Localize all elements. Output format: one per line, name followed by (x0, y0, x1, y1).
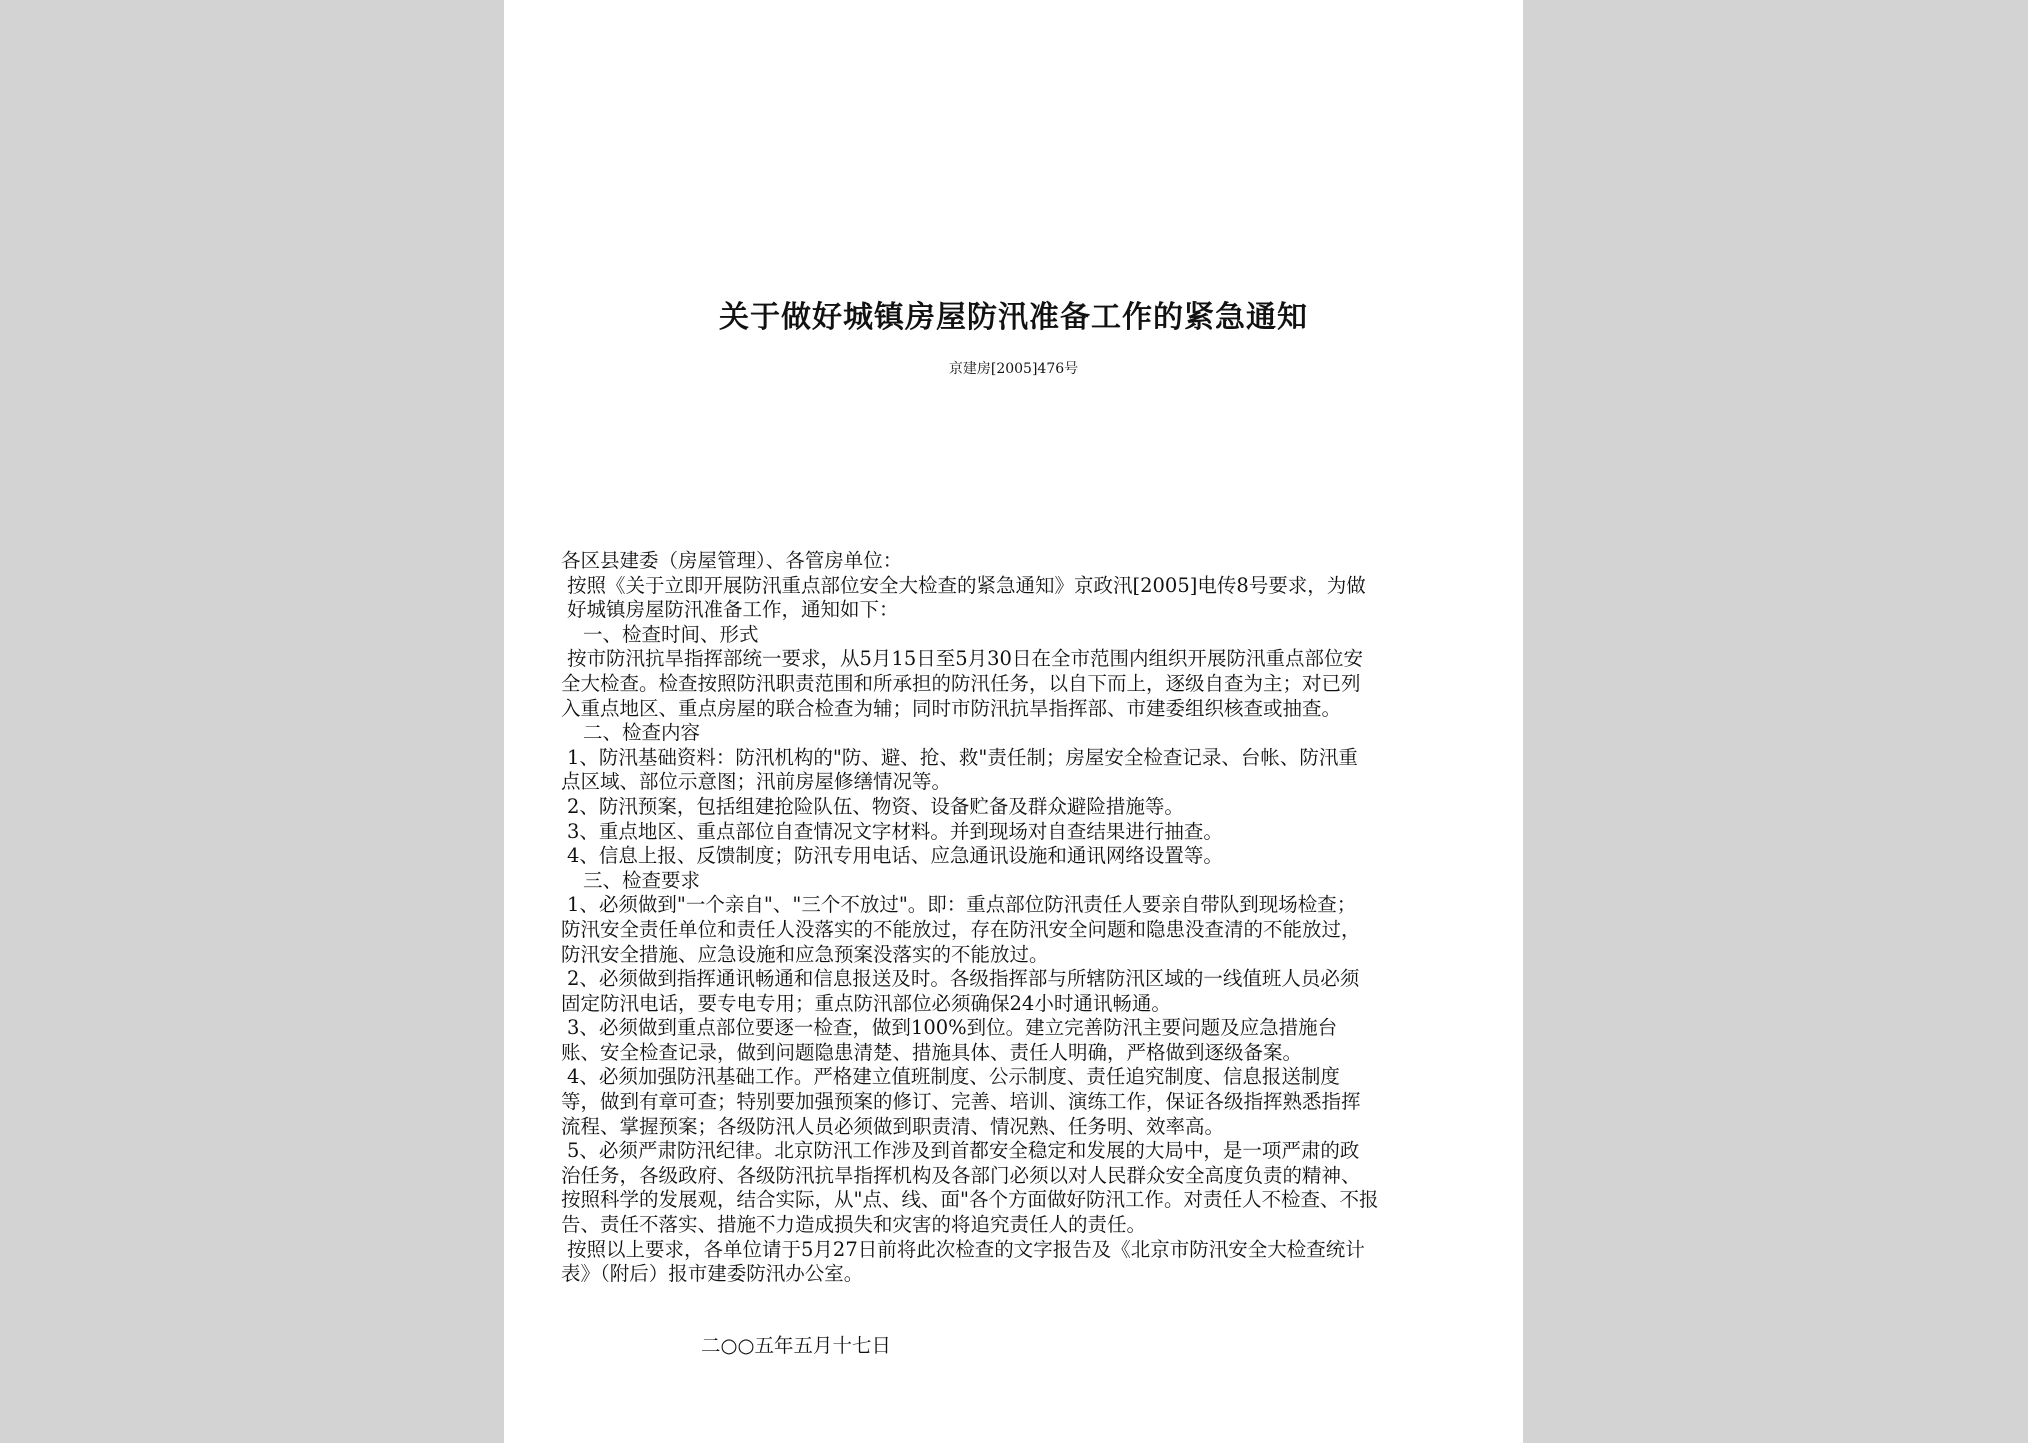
paragraph-line: 防汛安全措施、应急设施和应急预案没落实的不能放过。 (561, 942, 1049, 966)
paragraph-line: 1、必须做到"一个亲自"、"三个不放过"。即：重点部位防汛责任人要亲自带队到现场检查； (567, 893, 1357, 917)
paragraph-line: 4、信息上报、反馈制度；防汛专用电话、应急通讯设施和通讯网络设置等。 (567, 844, 1223, 868)
paragraph-line: 点区域、部位示意图；汛前房屋修缮情况等。 (561, 770, 952, 794)
paragraph-line: 固定防汛电话，要专电专用；重点防汛部位必须确保24小时通讯畅通。 (561, 991, 1171, 1015)
paragraph-line: 2、必须做到指挥通讯畅通和信息报送及时。各级指挥部与所辖防汛区域的一线值班人员必须 (567, 967, 1360, 991)
paragraph-line: 按照科学的发展观，结合实际，从"点、线、面"各个方面做好防汛工作。对责任人不检查、不报 (561, 1188, 1379, 1212)
paragraph-line: 按照《关于立即开展防汛重点部位安全大检查的紧急通知》京政汛[2005]电传8号要求，为做 (567, 573, 1366, 597)
paragraph-line: 按照以上要求，各单位请于5月27日前将此次检查的文字报告及《北京市防汛安全大检查统计 (567, 1237, 1365, 1261)
paragraph-line: 3、必须做到重点部位要逐一检查，做到100%到位。建立完善防汛主要问题及应急措施台 (567, 1016, 1338, 1040)
paragraph-line: 好城镇房屋防汛准备工作，通知如下： (567, 598, 899, 622)
document-body (561, 549, 1471, 1287)
document-title: 关于做好城镇房屋防汛准备工作的紧急通知 (719, 300, 1308, 335)
document-date: 二○○五年五月十七日 (701, 1334, 892, 1357)
paragraph-line: 等，做到有章可查；特别要加强预案的修订、完善、培训、演练工作，保证各级指挥熟悉指挥 (561, 1090, 1361, 1114)
paragraph-line: 告、责任不落实、措施不力造成损失和灾害的将追究责任人的责任。 (561, 1213, 1147, 1237)
section-heading: 二、检查内容 (583, 721, 701, 745)
paragraph-line: 流程、掌握预案；各级防汛人员必须做到职责清、情况熟、任务明、效率高。 (561, 1114, 1225, 1138)
section-heading: 三、检查要求 (583, 868, 701, 892)
paragraph-line: 治任务，各级政府、各级防汛抗旱指挥机构及各部门必须以对人民群众安全高度负责的精神、 (561, 1163, 1361, 1187)
paragraph-line: 2、防汛预案，包括组建抢险队伍、物资、设备贮备及群众避险措施等。 (567, 794, 1184, 818)
paragraph-line: 账、安全检查记录，做到问题隐患清楚、措施具体、责任人明确，严格做到逐级备案。 (561, 1040, 1303, 1064)
paragraph-line: 3、重点地区、重点部位自查情况文字材料。并到现场对自查结果进行抽查。 (567, 819, 1223, 843)
section-heading: 一、检查时间、形式 (583, 622, 759, 646)
paragraph-line: 4、必须加强防汛基础工作。严格建立值班制度、公示制度、责任追究制度、信息报送制度 (567, 1065, 1340, 1089)
salutation-line: 各区县建委（房屋管理）、各管房单位： (561, 549, 903, 572)
paragraph-line: 1、防汛基础资料：防汛机构的"防、避、抢、救"责任制；房屋安全检查记录、台帐、防汛重 (567, 745, 1358, 769)
paragraph-line: 防汛安全责任单位和责任人没落实的不能放过，存在防汛安全问题和隐患没查清的不能放过， (561, 917, 1361, 941)
paragraph-line: 表》（附后）报市建委防汛办公室。 (561, 1262, 864, 1286)
paragraph-line: 按市防汛抗旱指挥部统一要求，从5月15日至5月30日在全市范围内组织开展防汛重点部位安 (567, 647, 1363, 671)
paragraph-line: 5、必须严肃防汛纪律。北京防汛工作涉及到首都安全稳定和发展的大局中，是一项严肃的政 (567, 1139, 1360, 1163)
document-page (504, 0, 1523, 1443)
paragraph-line: 全大检查。检查按照防汛职责范围和所承担的防汛任务，以自下而上，逐级自查为主；对已列 (561, 671, 1361, 695)
paragraph-line: 入重点地区、重点房屋的联合检查为辅；同时市防汛抗旱指挥部、市建委组织核查或抽查。 (561, 696, 1342, 720)
document-number: 京建房[2005]476号 (948, 361, 1079, 377)
